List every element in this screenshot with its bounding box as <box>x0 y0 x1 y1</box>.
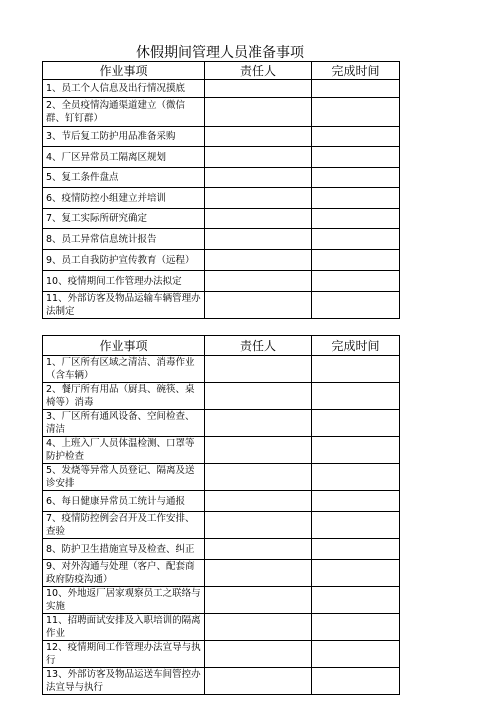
header-owner: 责任人 <box>205 62 312 80</box>
owner-cell[interactable] <box>205 641 312 668</box>
completion-time-cell[interactable] <box>312 512 400 539</box>
table-row <box>43 668 400 695</box>
task-text: 6、每日健康异常员工统计与通报 <box>46 495 186 507</box>
owner-cell[interactable] <box>205 464 312 491</box>
owner-cell[interactable] <box>205 560 312 587</box>
task-cell <box>43 271 205 292</box>
task-text: 4、厂区异常员工隔离区规划 <box>46 151 167 163</box>
task-cell <box>43 587 205 614</box>
table-row <box>43 209 400 229</box>
table-row <box>43 292 400 319</box>
table-row <box>43 127 400 147</box>
task-cell <box>43 437 205 464</box>
completion-time-cell[interactable] <box>312 437 400 464</box>
task-cell <box>43 464 205 491</box>
task-cell <box>43 560 205 587</box>
completion-time-cell[interactable] <box>312 98 400 127</box>
task-text: 8、防护卫生措施宣导及检查、纠正 <box>46 543 195 555</box>
owner-cell[interactable] <box>205 271 312 292</box>
owner-cell[interactable] <box>205 668 312 695</box>
owner-cell[interactable] <box>205 512 312 539</box>
task-cell <box>43 250 205 271</box>
owner-cell[interactable] <box>205 356 312 383</box>
header-owner: 责任人 <box>205 336 312 356</box>
header-time: 完成时间 <box>312 62 400 80</box>
task-text: 8、员工异常信息统计报告 <box>46 233 157 245</box>
completion-time-cell[interactable] <box>312 560 400 587</box>
header-task: 作业事项 <box>43 336 205 356</box>
completion-time-cell[interactable] <box>312 539 400 560</box>
task-text: 13、外部访客及物品运送车间管控办法宣导与执行 <box>46 669 201 693</box>
owner-cell[interactable] <box>205 168 312 188</box>
owner-cell[interactable] <box>205 410 312 437</box>
completion-time-cell[interactable] <box>312 229 400 250</box>
task-cell <box>43 147 205 168</box>
owner-cell[interactable] <box>205 147 312 168</box>
header-time: 完成时间 <box>312 336 400 356</box>
task-cell <box>43 356 205 383</box>
completion-time-cell[interactable] <box>312 188 400 209</box>
task-text: 3、厂区所有通风设备、空间检查、清洁 <box>46 411 195 435</box>
task-text: 12、疫情期间工作管理办法宣导与执行 <box>46 642 201 666</box>
task-cell <box>43 209 205 229</box>
completion-time-cell[interactable] <box>312 383 400 410</box>
task-text: 11、招聘面试安排及入职培训的隔离作业 <box>46 615 201 639</box>
task-text: 7、疫情防控例会召开及工作安排、查验 <box>46 513 195 537</box>
completion-time-cell[interactable] <box>312 641 400 668</box>
task-cell <box>43 539 205 560</box>
table-row <box>43 560 400 587</box>
completion-time-cell[interactable] <box>312 209 400 229</box>
owner-cell[interactable] <box>205 437 312 464</box>
table-row <box>43 271 400 292</box>
table-header-row <box>43 336 400 356</box>
completion-time-cell[interactable] <box>312 614 400 641</box>
owner-cell[interactable] <box>205 127 312 147</box>
table-row <box>43 383 400 410</box>
completion-time-cell[interactable] <box>312 292 400 319</box>
task-cell <box>43 491 205 512</box>
task-text: 3、节后复工防护用品准备采购 <box>46 131 176 142</box>
completion-time-cell[interactable] <box>312 80 400 98</box>
owner-cell[interactable] <box>205 98 312 127</box>
table-row <box>43 356 400 383</box>
task-cell <box>43 292 205 319</box>
task-cell <box>43 229 205 250</box>
owner-cell[interactable] <box>205 539 312 560</box>
task-cell <box>43 512 205 539</box>
table-header-row <box>43 62 400 80</box>
task-cell <box>43 168 205 188</box>
owner-cell[interactable] <box>205 80 312 98</box>
table-row <box>43 614 400 641</box>
header-task: 作业事项 <box>43 62 205 80</box>
task-text: 2、餐厅所有用品（厨具、碗筷、桌椅等）消毒 <box>46 384 195 408</box>
task-cell <box>43 383 205 410</box>
completion-time-cell[interactable] <box>312 127 400 147</box>
owner-cell[interactable] <box>205 587 312 614</box>
table-row <box>43 437 400 464</box>
completion-time-cell[interactable] <box>312 147 400 168</box>
table-row <box>43 539 400 560</box>
owner-cell[interactable] <box>205 250 312 271</box>
task-text: 5、发烧等异常人员登记、隔离及送诊安排 <box>46 465 195 489</box>
task-table-2 <box>42 335 400 695</box>
completion-time-cell[interactable] <box>312 250 400 271</box>
task-text: 1、员工个人信息及出行情况摸底 <box>46 83 186 94</box>
owner-cell[interactable] <box>205 209 312 229</box>
completion-time-cell[interactable] <box>312 587 400 614</box>
owner-cell[interactable] <box>205 491 312 512</box>
task-text: 9、员工自我防护宣传教育（远程） <box>46 254 195 266</box>
task-cell <box>43 127 205 147</box>
task-cell <box>43 614 205 641</box>
task-text: 9、对外沟通与处理（客户、配套商政府防疫沟通） <box>46 561 195 585</box>
completion-time-cell[interactable] <box>312 464 400 491</box>
owner-cell[interactable] <box>205 614 312 641</box>
completion-time-cell[interactable] <box>312 271 400 292</box>
completion-time-cell[interactable] <box>312 491 400 512</box>
task-text: 2、全员疫情沟通渠道建立（微信群、钉钉群） <box>46 100 186 124</box>
table-row <box>43 188 400 209</box>
task-text: 1、厂区所有区域之清洁、消毒作业（含车辆） <box>46 357 195 381</box>
task-cell <box>43 188 205 209</box>
completion-time-cell[interactable] <box>312 410 400 437</box>
task-cell <box>43 410 205 437</box>
owner-cell[interactable] <box>205 188 312 209</box>
table-row <box>43 98 400 127</box>
table-row <box>43 512 400 539</box>
task-cell <box>43 98 205 127</box>
table-row <box>43 147 400 168</box>
task-text: 10、疫情期间工作管理办法拟定 <box>46 275 182 287</box>
completion-time-cell[interactable] <box>312 168 400 188</box>
table-row <box>43 80 400 98</box>
page-title: 休假期间管理人员准备事项 <box>136 45 304 61</box>
table-row <box>43 229 400 250</box>
table-row <box>43 168 400 188</box>
owner-cell[interactable] <box>205 292 312 319</box>
task-cell <box>43 641 205 668</box>
table-row <box>43 410 400 437</box>
completion-time-cell[interactable] <box>312 668 400 695</box>
task-text: 5、复工条件盘点 <box>46 172 119 183</box>
table-row <box>43 587 400 614</box>
task-cell <box>43 668 205 695</box>
task-text: 4、上班入厂人员体温检测、口罩等防护检查 <box>46 438 195 462</box>
owner-cell[interactable] <box>205 229 312 250</box>
table-row <box>43 464 400 491</box>
task-text: 11、外部访客及物品运输车辆管理办法制定 <box>46 293 201 317</box>
task-cell <box>43 80 205 98</box>
table-row <box>43 491 400 512</box>
task-table-1 <box>42 61 400 319</box>
task-text: 7、复工实际所研究确定 <box>46 213 148 224</box>
task-text: 6、疫情防控小组建立并培训 <box>46 192 167 204</box>
owner-cell[interactable] <box>205 383 312 410</box>
table-row <box>43 250 400 271</box>
task-text: 10、外地返厂居家观察员工之联络与实施 <box>46 588 201 612</box>
table-row <box>43 641 400 668</box>
completion-time-cell[interactable] <box>312 356 400 383</box>
